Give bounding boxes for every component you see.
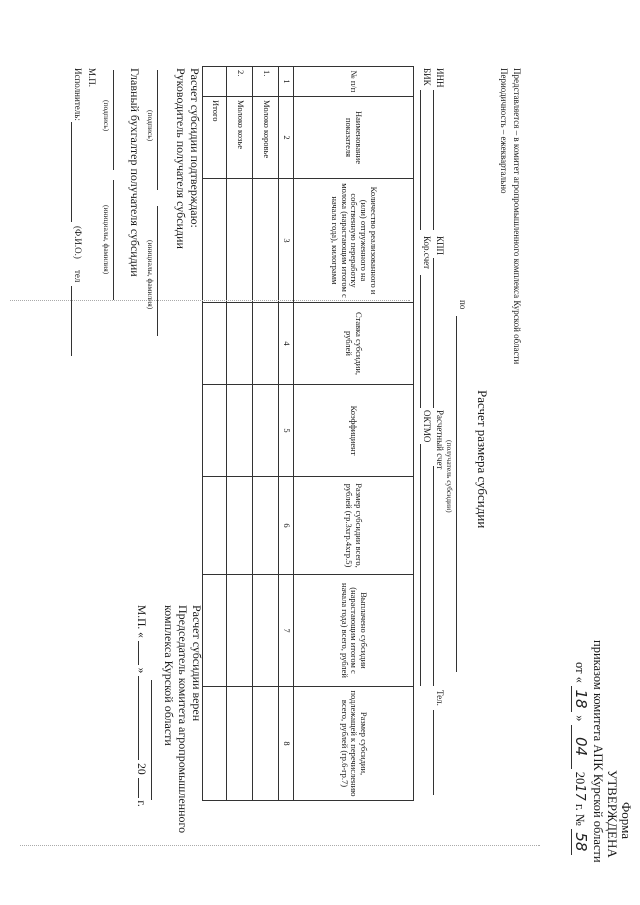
accountant-sign-caption: (подпись)	[102, 100, 111, 132]
header-cell: № п/п	[294, 67, 414, 97]
table-cell[interactable]	[253, 477, 279, 575]
row-number: 1.	[253, 67, 279, 97]
recipient-line	[456, 316, 457, 672]
account-label: Расчетный счет	[435, 410, 445, 470]
table-cell[interactable]	[203, 303, 227, 385]
date-g: г.	[135, 800, 147, 807]
row-name: Молоко коровье	[253, 97, 279, 179]
column-number: 1	[279, 67, 294, 97]
order-date-line	[571, 662, 590, 855]
oktmo-label: ОКТМО	[422, 410, 432, 443]
header-cell: Размер субсидии, подлежащей к перечислению всего, рублей (гр.6-гр.7)	[294, 687, 414, 801]
table-cell[interactable]	[253, 687, 279, 801]
order-day: 18	[571, 686, 590, 712]
header-cell: Количество реализованного и (или) отгруженного на собственную переработку молока (нарастающим итогом с начала года), килограмм	[294, 179, 414, 303]
subsidy-table	[202, 66, 414, 801]
bik-label: БИК	[422, 68, 432, 86]
intro-line-1: Представляется – в комитет агропромышленного комплекса Курской области	[512, 68, 522, 365]
scan-fold-line	[20, 845, 540, 846]
tel-label: тел	[73, 270, 83, 283]
phone-line	[433, 710, 434, 795]
executor-line	[71, 122, 72, 222]
table-number-row	[279, 67, 294, 801]
column-number: 3	[279, 179, 294, 303]
inn-label: ИНН	[435, 68, 445, 88]
table-cell[interactable]	[203, 477, 227, 575]
year-prefix: 20	[573, 771, 587, 785]
order-number: 58	[571, 829, 590, 855]
corr-label: Кор.счет	[422, 236, 432, 270]
accountant-label: Главный бухгалтер получателя субсидии	[128, 68, 142, 277]
mp-date-prefix: М.П. «	[135, 605, 147, 638]
chairman-line-2: комплекса Курской области	[162, 605, 176, 746]
head-sign-caption: (подпись)	[146, 110, 155, 142]
oktmo-line	[420, 444, 421, 686]
table-cell[interactable]	[227, 385, 253, 477]
row-number	[203, 67, 227, 97]
table-cell[interactable]	[227, 687, 253, 801]
table-cell[interactable]	[227, 575, 253, 687]
mp-label: М.П.	[87, 68, 97, 88]
tel-line	[71, 286, 72, 356]
recipient-prefix: по	[458, 300, 468, 310]
table-cell[interactable]	[203, 687, 227, 801]
fio-caption: (Ф.И.О.)	[73, 226, 83, 259]
kpp-label: КПП	[435, 236, 445, 256]
corr-line	[420, 275, 421, 408]
table-row	[227, 67, 253, 801]
document-title: Расчет размера субсидии	[475, 390, 490, 529]
kpp-line	[433, 258, 434, 408]
date-year-blank[interactable]	[138, 778, 139, 798]
accountant-name-caption: (инициалы, фамилия)	[102, 205, 111, 275]
date-month-blank[interactable]	[138, 676, 139, 760]
table-cell[interactable]	[203, 179, 227, 303]
table-row	[203, 67, 227, 801]
row-name: Молоко козье	[227, 97, 253, 179]
table-cell[interactable]	[227, 477, 253, 575]
head-sign-line	[157, 70, 158, 190]
account-line	[433, 466, 434, 686]
column-number: 2	[279, 97, 294, 179]
order-month: 04	[571, 725, 590, 769]
date-quote: »	[135, 667, 147, 674]
executor-label: Исполнитель:	[73, 68, 83, 121]
header-cell: Коэффициент	[294, 385, 414, 477]
table-cell[interactable]	[253, 303, 279, 385]
recipient-caption: (получатель субсидии)	[445, 440, 454, 513]
correct-heading: Расчет субсидии верен	[190, 605, 204, 722]
column-number: 7	[279, 575, 294, 687]
date-quote: »	[573, 715, 587, 722]
table-cell[interactable]	[203, 385, 227, 477]
date-prefix: от «	[573, 662, 587, 683]
inn-line	[433, 90, 434, 230]
table-cell[interactable]	[253, 385, 279, 477]
phone-label: Тел.	[435, 690, 445, 706]
confirm-heading: Расчет субсидии подтверждаю:	[188, 68, 202, 228]
table-cell[interactable]	[253, 575, 279, 687]
head-name-line	[157, 206, 158, 336]
column-number: 4	[279, 303, 294, 385]
accountant-sign-line	[113, 70, 114, 170]
chairman-sign-line	[151, 680, 152, 800]
head-label: Руководитель получателя субсидии	[174, 68, 188, 249]
table-cell[interactable]	[203, 575, 227, 687]
header-cell: Наименование показателя	[294, 97, 414, 179]
table-cell[interactable]	[253, 179, 279, 303]
date-year: 20	[135, 763, 147, 775]
chairman-date-line	[135, 605, 147, 807]
table-cell[interactable]	[227, 303, 253, 385]
header-cell: Размер субсидии всего, рублей (гр.3хгр.4хгр.5)	[294, 477, 414, 575]
column-number: 5	[279, 385, 294, 477]
accountant-name-line	[113, 180, 114, 300]
header-cell: Ставка субсидии, рублей	[294, 303, 414, 385]
table-cell[interactable]	[227, 179, 253, 303]
column-number: 8	[279, 687, 294, 801]
table-header-row	[294, 67, 414, 801]
bik-line	[420, 90, 421, 230]
approved-stamp: УТВЕРЖДЕНА	[605, 770, 620, 858]
header-cell: Выплачено субсидии (нарастающим итогом с начала года) всего, рублей	[294, 575, 414, 687]
order-line: приказом комитета АПК Курской области	[591, 640, 605, 863]
form-label: Форма	[619, 802, 634, 839]
intro-line-2: Периодичность – ежеквартально	[499, 68, 509, 194]
date-day-blank[interactable]	[138, 641, 139, 665]
chairman-line-1: Председатель комитета агропромышленного	[176, 605, 190, 834]
row-name: Итого	[203, 97, 227, 179]
column-number: 6	[279, 477, 294, 575]
order-number-label: г. №	[573, 803, 587, 826]
table-row	[253, 67, 279, 801]
head-name-caption: (инициалы, фамилия)	[146, 240, 155, 310]
scan-fold-line	[10, 300, 410, 301]
row-number: 2.	[227, 67, 253, 97]
order-year: 17	[572, 784, 587, 801]
